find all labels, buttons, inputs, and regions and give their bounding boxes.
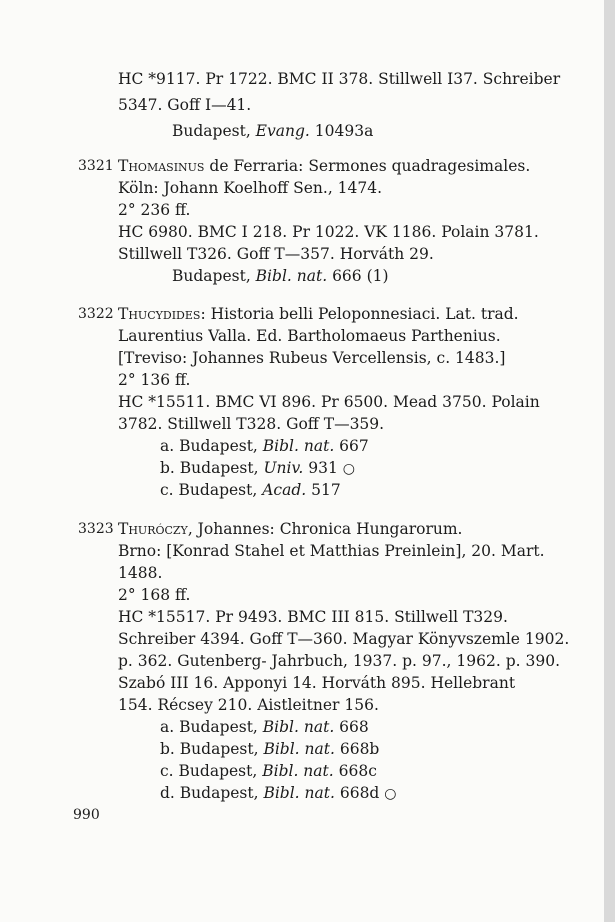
format-line: 2° 168 ff.	[118, 586, 191, 604]
copy-line: c. Budapest, Bibl. nat. 668c	[160, 762, 377, 780]
circle-mark-icon: ○	[342, 461, 355, 477]
ref-line: p. 362. Gutenberg- Jahrbuch, 1937. p. 97., 1962. p. 390.	[118, 652, 560, 670]
imprint-line: Köln: Johann Koelhoff Sen., 1474.	[118, 179, 383, 197]
entry-heading: Thuróczy, Johannes: Chronica Hungarorum.	[118, 520, 463, 538]
entry-heading: Thucydides: Historia belli Peloponnesiaci. Lat. trad.	[118, 305, 519, 323]
imprint-line: [Treviso: Johannes Rubeus Vercellensis, c. 1483.]	[118, 349, 506, 367]
imprint-line: Brno: [Konrad Stahel et Matthias Preinlein], 20. Mart.	[118, 542, 545, 560]
entry-number: 3321	[78, 158, 114, 174]
imprint-line: 1488.	[118, 564, 163, 582]
ref-line: Szabó III 16. Apponyi 14. Horváth 895. Hellebrant	[118, 674, 516, 692]
copy-line: b. Budapest, Bibl. nat. 668b	[160, 740, 380, 758]
copy-line: d. Budapest, Bibl. nat. 668d ○	[160, 784, 397, 802]
author-name: Thomasinus	[118, 157, 205, 175]
copy-line: Budapest, Bibl. nat. 666 (1)	[172, 267, 389, 285]
format-line: 2° 236 ff.	[118, 201, 191, 219]
author-name: Thucydides	[118, 305, 201, 323]
ref-line: Stillwell T326. Goff T—357. Horváth 29.	[118, 245, 434, 263]
entry-number: 3322	[78, 306, 114, 322]
copy-line: c. Budapest, Acad. 517	[160, 481, 341, 499]
prev-ref-line: 5347. Goff I—41.	[118, 96, 252, 114]
ref-line: HC 6980. BMC I 218. Pr 1022. VK 1186. Polain 3781.	[118, 223, 539, 241]
imprint-line: Laurentius Valla. Ed. Bartholomaeus Parthenius.	[118, 327, 501, 345]
ref-line: HC *15517. Pr 9493. BMC III 815. Stillwell T329.	[118, 608, 508, 626]
copy-line: b. Budapest, Univ. 931 ○	[160, 459, 355, 477]
page-number: 990	[73, 807, 100, 823]
ref-line: Schreiber 4394. Goff T—360. Magyar Könyvszemle 1902.	[118, 630, 570, 648]
prev-ref-line: HC *9117. Pr 1722. BMC II 378. Stillwell I37. Schreiber	[118, 70, 561, 88]
page-edge-shadow	[604, 0, 615, 922]
copy-line: a. Budapest, Bibl. nat. 668	[160, 718, 369, 736]
entry-heading: Thomasinus de Ferraria: Sermones quadragesimales.	[118, 157, 531, 175]
format-line: 2° 136 ff.	[118, 371, 191, 389]
copy-line: a. Budapest, Bibl. nat. 667	[160, 437, 369, 455]
ref-line: 3782. Stillwell T328. Goff T—359.	[118, 415, 385, 433]
circle-mark-icon: ○	[384, 786, 397, 802]
ref-line: HC *15511. BMC VI 896. Pr 6500. Mead 3750. Polain	[118, 393, 540, 411]
author-name: Thuróczy	[118, 520, 188, 538]
prev-copy-line: Budapest, Evang. 10493a	[172, 122, 374, 140]
entry-number: 3323	[78, 521, 114, 537]
ref-line: 154. Récsey 210. Aistleitner 156.	[118, 696, 379, 714]
